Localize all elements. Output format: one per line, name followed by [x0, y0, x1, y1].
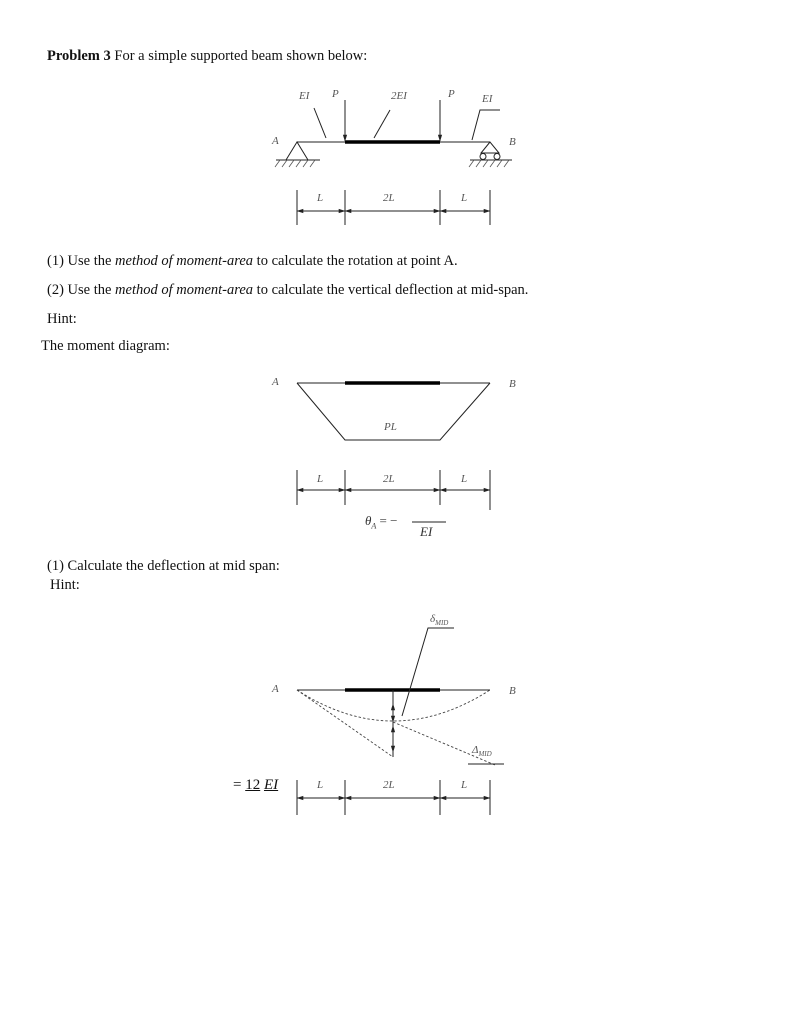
- leader-ei-right: [472, 110, 500, 140]
- leader-ei-left: [314, 108, 326, 138]
- theta-denominator: EI: [420, 524, 433, 539]
- problem-statement: For a simple supported beam shown below:: [114, 48, 368, 64]
- label-2ei: 2EI: [391, 90, 407, 102]
- moment-diagram: [297, 383, 490, 522]
- label-b: B: [509, 136, 516, 148]
- deflection-dim-2l: 2L: [383, 779, 395, 791]
- task-2-method: method of moment-area: [115, 282, 254, 298]
- label-p-right: P: [448, 88, 455, 100]
- roller-support: [469, 142, 512, 167]
- delta-mid-small-label: $\delta_{MID}$: [430, 613, 449, 628]
- moment-dim-l-right: L: [461, 473, 468, 485]
- deflection-dim-l-left: L: [317, 779, 324, 791]
- deflection-diagram: [297, 628, 504, 815]
- deflection-title: (1) Calculate the deflection at mid span:: [47, 558, 280, 574]
- label-ei-left: EI: [299, 90, 310, 102]
- label-ei-right: EI: [482, 93, 493, 105]
- label-p-left: P: [332, 88, 339, 100]
- task-1: (1) Use the method of moment-area to calculate the rotation at point A.: [47, 253, 458, 269]
- moment-diagram-title: The moment diagram:: [41, 338, 170, 354]
- dim-2l: 2L: [383, 192, 395, 204]
- dim-l-left: L: [317, 192, 324, 204]
- theta-a-equation: $\theta_A$ = −: [365, 513, 398, 531]
- tangent-at-a: [297, 690, 393, 757]
- moment-label-pl: PL: [384, 421, 397, 433]
- task-1-method: method of moment-area: [115, 253, 254, 269]
- deflection-label-a: A: [272, 683, 279, 695]
- moment-label-a: A: [272, 376, 279, 388]
- beam-figure: [275, 100, 512, 225]
- leader-2ei: [374, 110, 390, 138]
- deflection-dim-l-right: L: [461, 779, 468, 791]
- leader-delta-small: [402, 628, 454, 716]
- pin-support: [275, 142, 320, 167]
- deflection-equation: = 12 EI: [233, 777, 279, 793]
- label-a: A: [272, 135, 279, 147]
- delta-mid-big-label: $\Delta_{MID}$: [472, 744, 492, 759]
- deflection-label-b: B: [509, 685, 516, 697]
- moment-label-b: B: [509, 378, 516, 390]
- moment-dim-l-left: L: [317, 473, 324, 485]
- moment-dim-2l: 2L: [383, 473, 395, 485]
- task-2: (2) Use the method of moment-area to calculate the vertical deflection at mid-span.: [47, 282, 529, 298]
- hint-label: Hint:: [47, 311, 77, 327]
- problem-label: Problem 3: [47, 48, 111, 64]
- deflection-hint: Hint:: [50, 577, 80, 593]
- dim-l-right: L: [461, 192, 468, 204]
